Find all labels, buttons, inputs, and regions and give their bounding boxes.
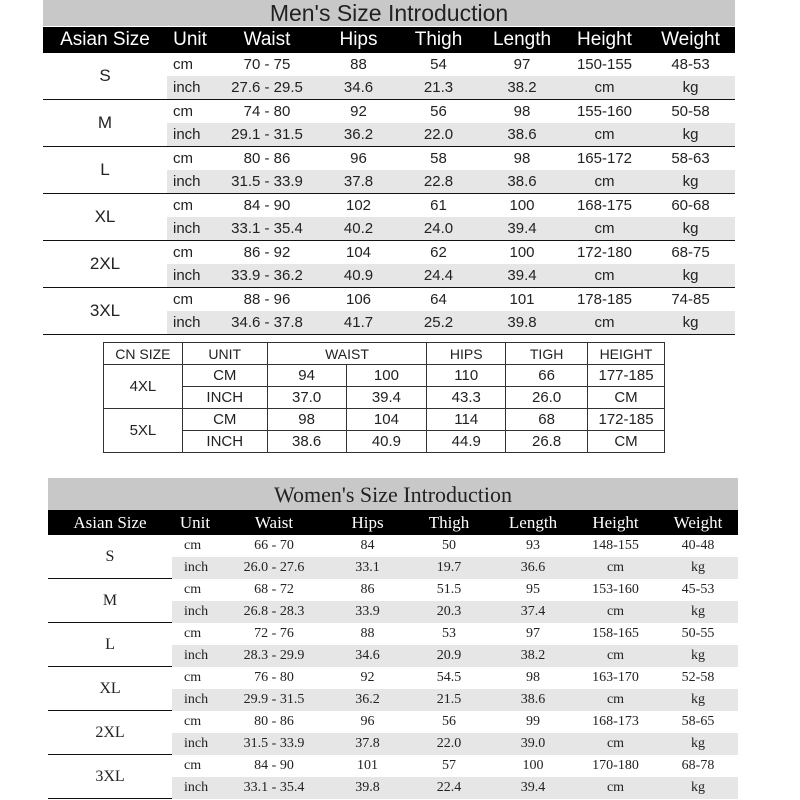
womens-cm-row bbox=[172, 579, 738, 601]
height-cell: 168-173 bbox=[592, 714, 639, 729]
cn-header-cell: WAIST bbox=[267, 343, 427, 365]
hips-cell: 88 bbox=[360, 626, 375, 641]
weight-cell: kg bbox=[682, 126, 699, 143]
weight-cell: kg bbox=[682, 267, 699, 284]
hips-cell: 34.6 bbox=[343, 79, 374, 96]
thigh-cell: 54.5 bbox=[436, 670, 462, 685]
height-cell: cm bbox=[594, 173, 615, 190]
cn-header-cell: HIPS bbox=[427, 343, 506, 365]
cn-value-cell: 98 bbox=[267, 409, 346, 431]
unit-cell: cm bbox=[173, 150, 193, 167]
hips-cell: 104 bbox=[345, 244, 372, 261]
length-cell: 39.4 bbox=[520, 780, 546, 795]
length-cell: 38.2 bbox=[507, 79, 537, 96]
hips-cell: 88 bbox=[350, 56, 367, 73]
waist-cell: 74 - 80 bbox=[243, 103, 291, 120]
thigh-cell: 22.0 bbox=[436, 736, 462, 751]
womens-header-cell: Asian Size bbox=[73, 513, 147, 532]
cn-row bbox=[104, 387, 665, 409]
length-cell: 101 bbox=[509, 291, 535, 308]
cn-value-cell: 94 bbox=[267, 365, 346, 387]
mens-size-label: XL bbox=[94, 207, 116, 226]
height-cell: cm bbox=[606, 780, 625, 795]
hips-cell: 36.2 bbox=[343, 126, 374, 143]
unit-cell: cm bbox=[184, 626, 202, 641]
hips-cell: 92 bbox=[360, 670, 375, 685]
thigh-cell: 58 bbox=[430, 150, 447, 167]
length-cell: 95 bbox=[526, 582, 540, 597]
length-cell: 97 bbox=[513, 56, 531, 73]
womens-header-cell: Height bbox=[592, 513, 639, 532]
weight-cell: kg bbox=[682, 173, 699, 190]
waist-cell: 86 - 92 bbox=[243, 244, 291, 261]
cn-value-cell: 110 bbox=[427, 365, 506, 387]
length-cell: 93 bbox=[526, 538, 540, 553]
womens-size-label: 3XL bbox=[95, 768, 125, 785]
waist-cell: 88 - 96 bbox=[243, 291, 291, 308]
hips-cell: 84 bbox=[360, 538, 375, 553]
cn-size-label: 4XL bbox=[104, 365, 183, 409]
womens-cm-row bbox=[172, 711, 738, 733]
thigh-cell: 51.5 bbox=[436, 582, 462, 597]
thigh-cell: 57 bbox=[442, 758, 456, 773]
mens-header-cell: Length bbox=[492, 29, 552, 50]
mens-cm-row bbox=[167, 53, 735, 76]
cn-value-cell: CM bbox=[588, 387, 665, 409]
length-cell: 36.6 bbox=[520, 560, 546, 575]
height-cell: 170-180 bbox=[592, 758, 639, 773]
waist-cell: 27.6 - 29.5 bbox=[231, 79, 303, 96]
thigh-cell: 19.7 bbox=[436, 560, 462, 575]
mens-cm-row bbox=[167, 147, 735, 170]
mens-cm-row bbox=[167, 194, 735, 217]
weight-cell: 48-53 bbox=[671, 56, 710, 73]
hips-cell: 92 bbox=[350, 103, 367, 120]
cn-value-cell: 100 bbox=[346, 365, 427, 387]
cn-unit-cell: INCH bbox=[182, 387, 267, 409]
thigh-cell: 53 bbox=[442, 626, 456, 641]
thigh-cell: 22.8 bbox=[423, 173, 454, 190]
mens-header-row bbox=[43, 27, 735, 53]
height-cell: cm bbox=[606, 736, 625, 751]
height-cell: cm bbox=[606, 560, 625, 575]
cn-value-cell: 26.8 bbox=[506, 431, 588, 453]
cn-size-label: 5XL bbox=[104, 409, 183, 453]
womens-inch-row bbox=[172, 557, 738, 579]
waist-cell: 34.6 - 37.8 bbox=[231, 314, 303, 331]
height-cell: cm bbox=[594, 79, 615, 96]
mens-size-row bbox=[43, 100, 735, 147]
cn-unit-cell: CM bbox=[182, 365, 267, 387]
weight-cell: kg bbox=[682, 314, 699, 331]
hips-cell: 37.8 bbox=[355, 736, 380, 751]
womens-inch-row bbox=[172, 645, 738, 667]
length-cell: 100 bbox=[509, 197, 535, 214]
womens-header-cell: Weight bbox=[673, 513, 723, 532]
unit-cell: inch bbox=[173, 79, 201, 96]
length-cell: 39.8 bbox=[507, 314, 537, 331]
weight-cell: 68-75 bbox=[671, 244, 710, 261]
thigh-cell: 20.9 bbox=[436, 648, 462, 663]
waist-cell: 26.8 - 28.3 bbox=[243, 604, 305, 619]
womens-inch-row bbox=[172, 733, 738, 755]
womens-inch-row bbox=[172, 689, 738, 711]
unit-cell: inch bbox=[173, 314, 201, 331]
hips-cell: 96 bbox=[350, 150, 367, 167]
hips-cell: 39.8 bbox=[355, 780, 380, 795]
weight-cell: 58-65 bbox=[681, 714, 715, 729]
unit-cell: inch bbox=[173, 126, 201, 143]
mens-header-cell: Thigh bbox=[414, 29, 463, 50]
unit-cell: inch bbox=[184, 648, 209, 663]
height-cell: cm bbox=[606, 692, 625, 707]
cn-row bbox=[104, 431, 665, 453]
mens-inch-row bbox=[167, 123, 735, 146]
thigh-cell: 62 bbox=[430, 244, 447, 261]
mens-size-row bbox=[43, 53, 735, 100]
hips-cell: 34.6 bbox=[355, 648, 380, 663]
weight-cell: kg bbox=[682, 220, 699, 237]
cn-row bbox=[104, 365, 665, 387]
womens-header-cell: Waist bbox=[254, 513, 294, 532]
waist-cell: 31.5 - 33.9 bbox=[243, 736, 305, 751]
unit-cell: inch bbox=[184, 692, 209, 707]
thigh-cell: 21.5 bbox=[436, 692, 462, 707]
length-cell: 98 bbox=[513, 150, 531, 167]
mens-size-row bbox=[43, 241, 735, 288]
mens-size-row bbox=[43, 288, 735, 335]
mens-inch-row bbox=[167, 311, 735, 334]
unit-cell: inch bbox=[173, 267, 201, 284]
womens-size-row bbox=[48, 623, 738, 667]
height-cell: 148-155 bbox=[592, 538, 639, 553]
length-cell: 37.4 bbox=[520, 604, 546, 619]
mens-cm-row bbox=[167, 288, 735, 311]
womens-inch-row bbox=[172, 777, 738, 799]
cn-header-cell: HEIGHT bbox=[588, 343, 665, 365]
mens-inch-row bbox=[167, 264, 735, 287]
thigh-cell: 20.3 bbox=[436, 604, 462, 619]
womens-cm-row bbox=[172, 535, 738, 557]
unit-cell: cm bbox=[184, 538, 202, 553]
length-cell: 98 bbox=[526, 670, 540, 685]
length-cell: 100 bbox=[509, 244, 535, 261]
mens-size-row bbox=[43, 194, 735, 241]
weight-cell: kg bbox=[691, 560, 705, 575]
weight-cell: 50-55 bbox=[681, 626, 715, 641]
weight-cell: kg bbox=[691, 692, 705, 707]
cn-header-cell: TIGH bbox=[506, 343, 588, 365]
thigh-cell: 22.4 bbox=[436, 780, 462, 795]
womens-header-cell: Unit bbox=[179, 513, 211, 532]
hips-cell: 101 bbox=[357, 758, 378, 773]
length-cell: 39.4 bbox=[507, 220, 537, 237]
waist-cell: 72 - 76 bbox=[254, 626, 294, 641]
womens-inch-row bbox=[172, 601, 738, 623]
unit-cell: cm bbox=[184, 714, 202, 729]
thigh-cell: 50 bbox=[442, 538, 456, 553]
waist-cell: 80 - 86 bbox=[243, 150, 291, 167]
cn-row bbox=[104, 409, 665, 431]
mens-size-label: 2XL bbox=[89, 254, 121, 273]
cn-value-cell: 39.4 bbox=[346, 387, 427, 409]
unit-cell: inch bbox=[184, 604, 209, 619]
cn-value-cell: 40.9 bbox=[346, 431, 427, 453]
length-cell: 39.0 bbox=[520, 736, 546, 751]
womens-size-label: L bbox=[105, 636, 115, 653]
womens-cm-row bbox=[172, 667, 738, 689]
cn-value-cell: 26.0 bbox=[506, 387, 588, 409]
mens-cm-row bbox=[167, 100, 735, 123]
hips-cell: 106 bbox=[345, 291, 372, 308]
cn-value-cell: 43.3 bbox=[427, 387, 506, 409]
waist-cell: 26.0 - 27.6 bbox=[243, 560, 305, 575]
waist-cell: 66 - 70 bbox=[254, 538, 294, 553]
womens-header-cell: Length bbox=[508, 513, 558, 532]
cn-unit-cell: CM bbox=[182, 409, 267, 431]
mens-size-label: S bbox=[99, 66, 111, 85]
height-cell: cm bbox=[594, 314, 615, 331]
length-cell: 39.4 bbox=[507, 267, 537, 284]
mens-size-label: M bbox=[97, 113, 113, 132]
mens-cm-row bbox=[167, 241, 735, 264]
weight-cell: kg bbox=[691, 604, 705, 619]
womens-cm-row bbox=[172, 755, 738, 777]
unit-cell: cm bbox=[173, 103, 193, 120]
mens-size-label: L bbox=[100, 160, 110, 179]
unit-cell: inch bbox=[173, 220, 201, 237]
mens-header-cell: Weight bbox=[661, 29, 720, 50]
waist-cell: 68 - 72 bbox=[254, 582, 294, 597]
unit-cell: inch bbox=[184, 780, 209, 795]
thigh-cell: 24.4 bbox=[423, 267, 454, 284]
womens-header-row bbox=[48, 510, 738, 535]
cn-value-cell: 114 bbox=[427, 409, 506, 431]
length-cell: 98 bbox=[513, 103, 531, 120]
womens-size-label: 2XL bbox=[95, 724, 125, 741]
mens-header-cell: Waist bbox=[243, 29, 291, 50]
unit-cell: cm bbox=[173, 244, 193, 261]
cn-value-cell: 44.9 bbox=[427, 431, 506, 453]
length-cell: 38.6 bbox=[520, 692, 546, 707]
unit-cell: cm bbox=[184, 670, 202, 685]
unit-cell: cm bbox=[173, 56, 193, 73]
mens-header-cell: Unit bbox=[173, 29, 207, 50]
waist-cell: 76 - 80 bbox=[254, 670, 294, 685]
weight-cell: 40-48 bbox=[681, 538, 715, 553]
hips-cell: 40.2 bbox=[343, 220, 374, 237]
mens-header-cell: Height bbox=[577, 29, 632, 50]
length-cell: 38.2 bbox=[520, 648, 546, 663]
height-cell: 158-165 bbox=[592, 626, 639, 641]
hips-cell: 40.9 bbox=[343, 267, 374, 284]
waist-cell: 70 - 75 bbox=[243, 56, 291, 73]
cn-value-cell: 172-185 bbox=[588, 409, 665, 431]
waist-cell: 33.1 - 35.4 bbox=[243, 780, 305, 795]
womens-cm-row bbox=[172, 623, 738, 645]
weight-cell: 68-78 bbox=[681, 758, 715, 773]
cn-value-cell: 68 bbox=[506, 409, 588, 431]
cn-header-cell: UNIT bbox=[182, 343, 267, 365]
unit-cell: cm bbox=[184, 758, 202, 773]
thigh-cell: 25.2 bbox=[423, 314, 454, 331]
length-cell: 38.6 bbox=[507, 173, 537, 190]
cn-unit-cell: INCH bbox=[182, 431, 267, 453]
unit-cell: cm bbox=[184, 582, 202, 597]
weight-cell: 74-85 bbox=[671, 291, 710, 308]
weight-cell: 50-58 bbox=[671, 103, 710, 120]
womens-header-cell: Thigh bbox=[428, 513, 470, 532]
mens-inch-row bbox=[167, 217, 735, 240]
cn-header-row bbox=[104, 343, 665, 365]
waist-cell: 80 - 86 bbox=[254, 714, 294, 729]
hips-cell: 102 bbox=[345, 197, 372, 214]
weight-cell: 60-68 bbox=[671, 197, 710, 214]
height-cell: 153-160 bbox=[592, 582, 639, 597]
height-cell: 150-155 bbox=[576, 56, 633, 73]
womens-size-title: Women's Size Introduction bbox=[48, 478, 738, 510]
height-cell: 178-185 bbox=[576, 291, 633, 308]
weight-cell: kg bbox=[691, 648, 705, 663]
cn-header-cell: CN SIZE bbox=[104, 343, 183, 365]
mens-inch-row bbox=[167, 170, 735, 193]
height-cell: cm bbox=[606, 648, 625, 663]
hips-cell: 33.1 bbox=[355, 560, 380, 575]
height-cell: 155-160 bbox=[576, 103, 633, 120]
waist-cell: 31.5 - 33.9 bbox=[231, 173, 303, 190]
height-cell: 163-170 bbox=[592, 670, 639, 685]
waist-cell: 29.1 - 31.5 bbox=[231, 126, 303, 143]
womens-size-label: XL bbox=[99, 680, 121, 697]
womens-size-row bbox=[48, 579, 738, 623]
thigh-cell: 64 bbox=[430, 291, 447, 308]
height-cell: 165-172 bbox=[576, 150, 633, 167]
womens-size-row bbox=[48, 667, 738, 711]
hips-cell: 86 bbox=[360, 582, 375, 597]
weight-cell: 45-53 bbox=[681, 582, 715, 597]
hips-cell: 36.2 bbox=[355, 692, 380, 707]
hips-cell: 37.8 bbox=[343, 173, 374, 190]
mens-header-cell: Asian Size bbox=[60, 29, 150, 50]
thigh-cell: 22.0 bbox=[423, 126, 454, 143]
unit-cell: inch bbox=[184, 736, 209, 751]
height-cell: 168-175 bbox=[576, 197, 633, 214]
thigh-cell: 54 bbox=[430, 56, 447, 73]
hips-cell: 33.9 bbox=[355, 604, 380, 619]
weight-cell: 52-58 bbox=[681, 670, 715, 685]
thigh-cell: 61 bbox=[430, 197, 447, 214]
unit-cell: inch bbox=[173, 173, 201, 190]
waist-cell: 33.9 - 36.2 bbox=[231, 267, 303, 284]
cn-size-table bbox=[103, 342, 665, 453]
length-cell: 99 bbox=[526, 714, 540, 729]
length-cell: 38.6 bbox=[507, 126, 537, 143]
womens-size-row bbox=[48, 711, 738, 755]
mens-size-label: 3XL bbox=[89, 301, 121, 320]
waist-cell: 33.1 - 35.4 bbox=[231, 220, 303, 237]
thigh-cell: 21.3 bbox=[423, 79, 454, 96]
cn-value-cell: 104 bbox=[346, 409, 427, 431]
waist-cell: 29.9 - 31.5 bbox=[243, 692, 305, 707]
weight-cell: 58-63 bbox=[671, 150, 710, 167]
womens-header-cell: Hips bbox=[351, 513, 384, 532]
womens-size-row bbox=[48, 535, 738, 579]
womens-size-label: S bbox=[105, 548, 115, 565]
height-cell: 172-180 bbox=[576, 244, 633, 261]
thigh-cell: 56 bbox=[430, 103, 447, 120]
cn-value-cell: 66 bbox=[506, 365, 588, 387]
height-cell: cm bbox=[594, 220, 615, 237]
cn-value-cell: 37.0 bbox=[267, 387, 346, 409]
thigh-cell: 56 bbox=[442, 714, 456, 729]
hips-cell: 96 bbox=[360, 714, 375, 729]
womens-size-row bbox=[48, 755, 738, 799]
weight-cell: kg bbox=[682, 79, 699, 96]
cn-value-cell: CM bbox=[588, 431, 665, 453]
mens-inch-row bbox=[167, 76, 735, 99]
hips-cell: 41.7 bbox=[343, 314, 374, 331]
mens-size-title: Men's Size Introduction bbox=[43, 0, 735, 26]
cn-value-cell: 177-185 bbox=[588, 365, 665, 387]
waist-cell: 84 - 90 bbox=[243, 197, 291, 214]
unit-cell: cm bbox=[173, 197, 193, 214]
womens-size-label: M bbox=[102, 592, 118, 609]
height-cell: cm bbox=[606, 604, 625, 619]
length-cell: 97 bbox=[526, 626, 540, 641]
cn-value-cell: 38.6 bbox=[267, 431, 346, 453]
mens-header-cell: Hips bbox=[339, 29, 378, 50]
thigh-cell: 24.0 bbox=[423, 220, 454, 237]
waist-cell: 84 - 90 bbox=[254, 758, 294, 773]
weight-cell: kg bbox=[691, 780, 705, 795]
height-cell: cm bbox=[594, 267, 615, 284]
weight-cell: kg bbox=[691, 736, 705, 751]
height-cell: cm bbox=[594, 126, 615, 143]
mens-size-row bbox=[43, 147, 735, 194]
length-cell: 100 bbox=[522, 758, 544, 773]
unit-cell: inch bbox=[184, 560, 209, 575]
unit-cell: cm bbox=[173, 291, 193, 308]
waist-cell: 28.3 - 29.9 bbox=[243, 648, 305, 663]
